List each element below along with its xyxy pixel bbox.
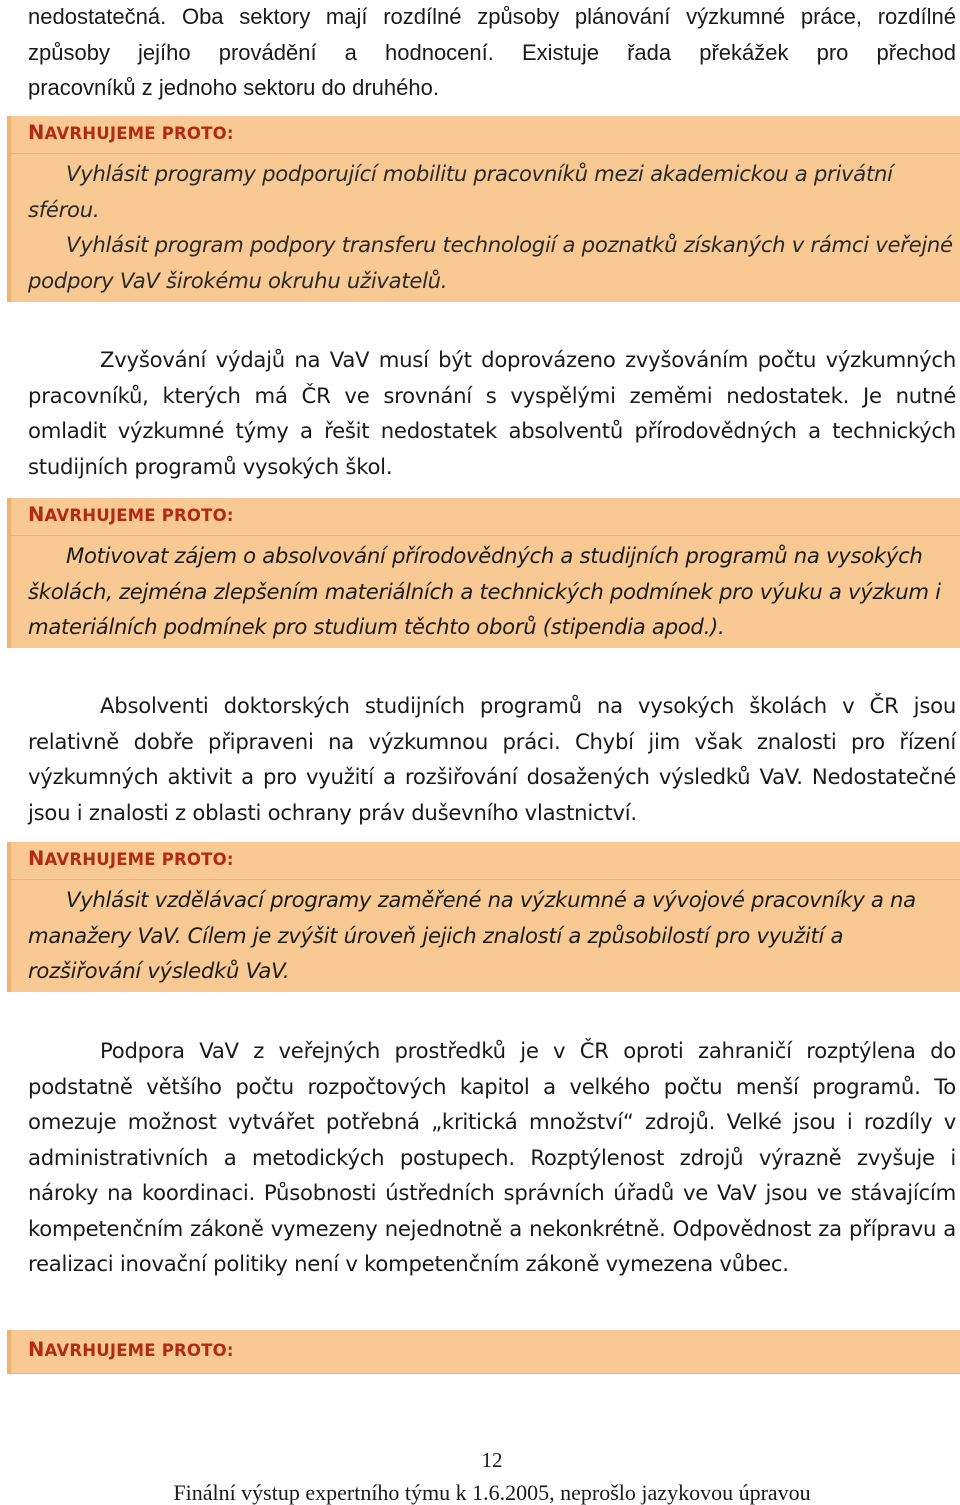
proposal-box [7, 498, 960, 648]
paragraph: Zvyšování výdajů na VaV musí být doprovázeno zvyšováním počtu výzkumných pracovníků, kterých má ČR ve srovnání s vyspělými zeměmi nedostatek. Je nutné omladit výzkumné týmy a řešit nedostatek absolventů přírodovědných a technických studijních programů vysokých škol. [28, 347, 956, 479]
proposal-heading: NAVRHUJEME PROTO: [28, 1338, 234, 1361]
proposal-item: Motivovat zájem o absolvování přírodovědných a studijních programů na vysokých školách, zejména zlepšením materiálních a technických podmínek pro výuku a výzkum i materiálních podmínek pro studium těchto oborů (stipendia apod.). [28, 543, 941, 639]
proposal-body [28, 882, 956, 989]
proposal-box [7, 842, 960, 992]
proposal-heading: NAVRHUJEME PROTO: [28, 847, 234, 870]
paragraph: Podpora VaV z veřejných prostředků je v ČR oproti zahraničí rozptýlena do podstatně většího počtu rozpočtových kapitol a velkého počtu menší programů. To omezuje možnost vytvářet potřebná „kritická množství“ zdrojů. Velké jsou i rozdíly v administrativních a metodických postupech. Rozptýlenost zdrojů výrazně zvyšuje i nároky na koordinaci. Působnosti ústředních správních úřadů ve VaV jsou ve stávajícím kompetenčním zákoně vymezeny nejednotně a nekonkrétně. Odpovědnost za přípravu a realizaci inovační politiky není v kompetenčním zákoně vymezena vůbec. [28, 1038, 956, 1276]
proposal-box [7, 1330, 960, 1374]
page-number: 12 [481, 1448, 503, 1472]
proposal-body [28, 156, 956, 298]
proposal-body [28, 538, 956, 645]
proposal-item: Vyhlásit vzdělávací programy zaměřené na výzkumné a vývojové pracovníky a na manažery VaV. Cílem je zvýšit úroveň jejich znalostí a způsobilostí pro využití a rozšiřování výsledků VaV. [28, 887, 916, 983]
proposal-item: Vyhlásit programy podporující mobilitu pracovníků mezi akademickou a privátní sférou. [28, 161, 893, 222]
proposal-heading-bar [7, 842, 960, 880]
paragraph: Absolventi doktorských studijních programů na vysokých školách v ČR jsou relativně dobře připraveni na výzkumnou práci. Chybí jim však znalosti pro řízení výzkumných aktivit a pro využití a rozšiřování dosažených výsledků VaV. Nedostatečné jsou i znalosti z oblasti ochrany práv duševního vlastnictví. [28, 693, 956, 825]
proposal-heading-bar [7, 498, 960, 536]
proposal-heading-bar [7, 1330, 960, 1374]
text-line: způsoby jejího provádění a hodnocení. Existuje řada překážek pro přechod [28, 39, 956, 65]
footer-note: Finální výstup expertního týmu k 1.6.2005, neprošlo jazykovou úpravou [173, 1480, 811, 1505]
paragraph-continuation [28, 0, 956, 106]
proposal-box [7, 116, 960, 302]
text-line: nedostatečná. Oba sektory mají rozdílné způsoby plánování výzkumné práce, rozdílné [28, 4, 956, 29]
proposal-heading: NAVRHUJEME PROTO: [28, 121, 234, 144]
proposal-heading: NAVRHUJEME PROTO: [28, 503, 234, 526]
proposal-heading-bar [7, 116, 960, 154]
text-line: pracovníků z jednoho sektoru do druhého. [28, 75, 439, 100]
proposal-item: Vyhlásit program podpory transferu technologií a poznatků získaných v rámci veřejné podpory VaV širokému okruhu uživatelů. [28, 232, 953, 293]
